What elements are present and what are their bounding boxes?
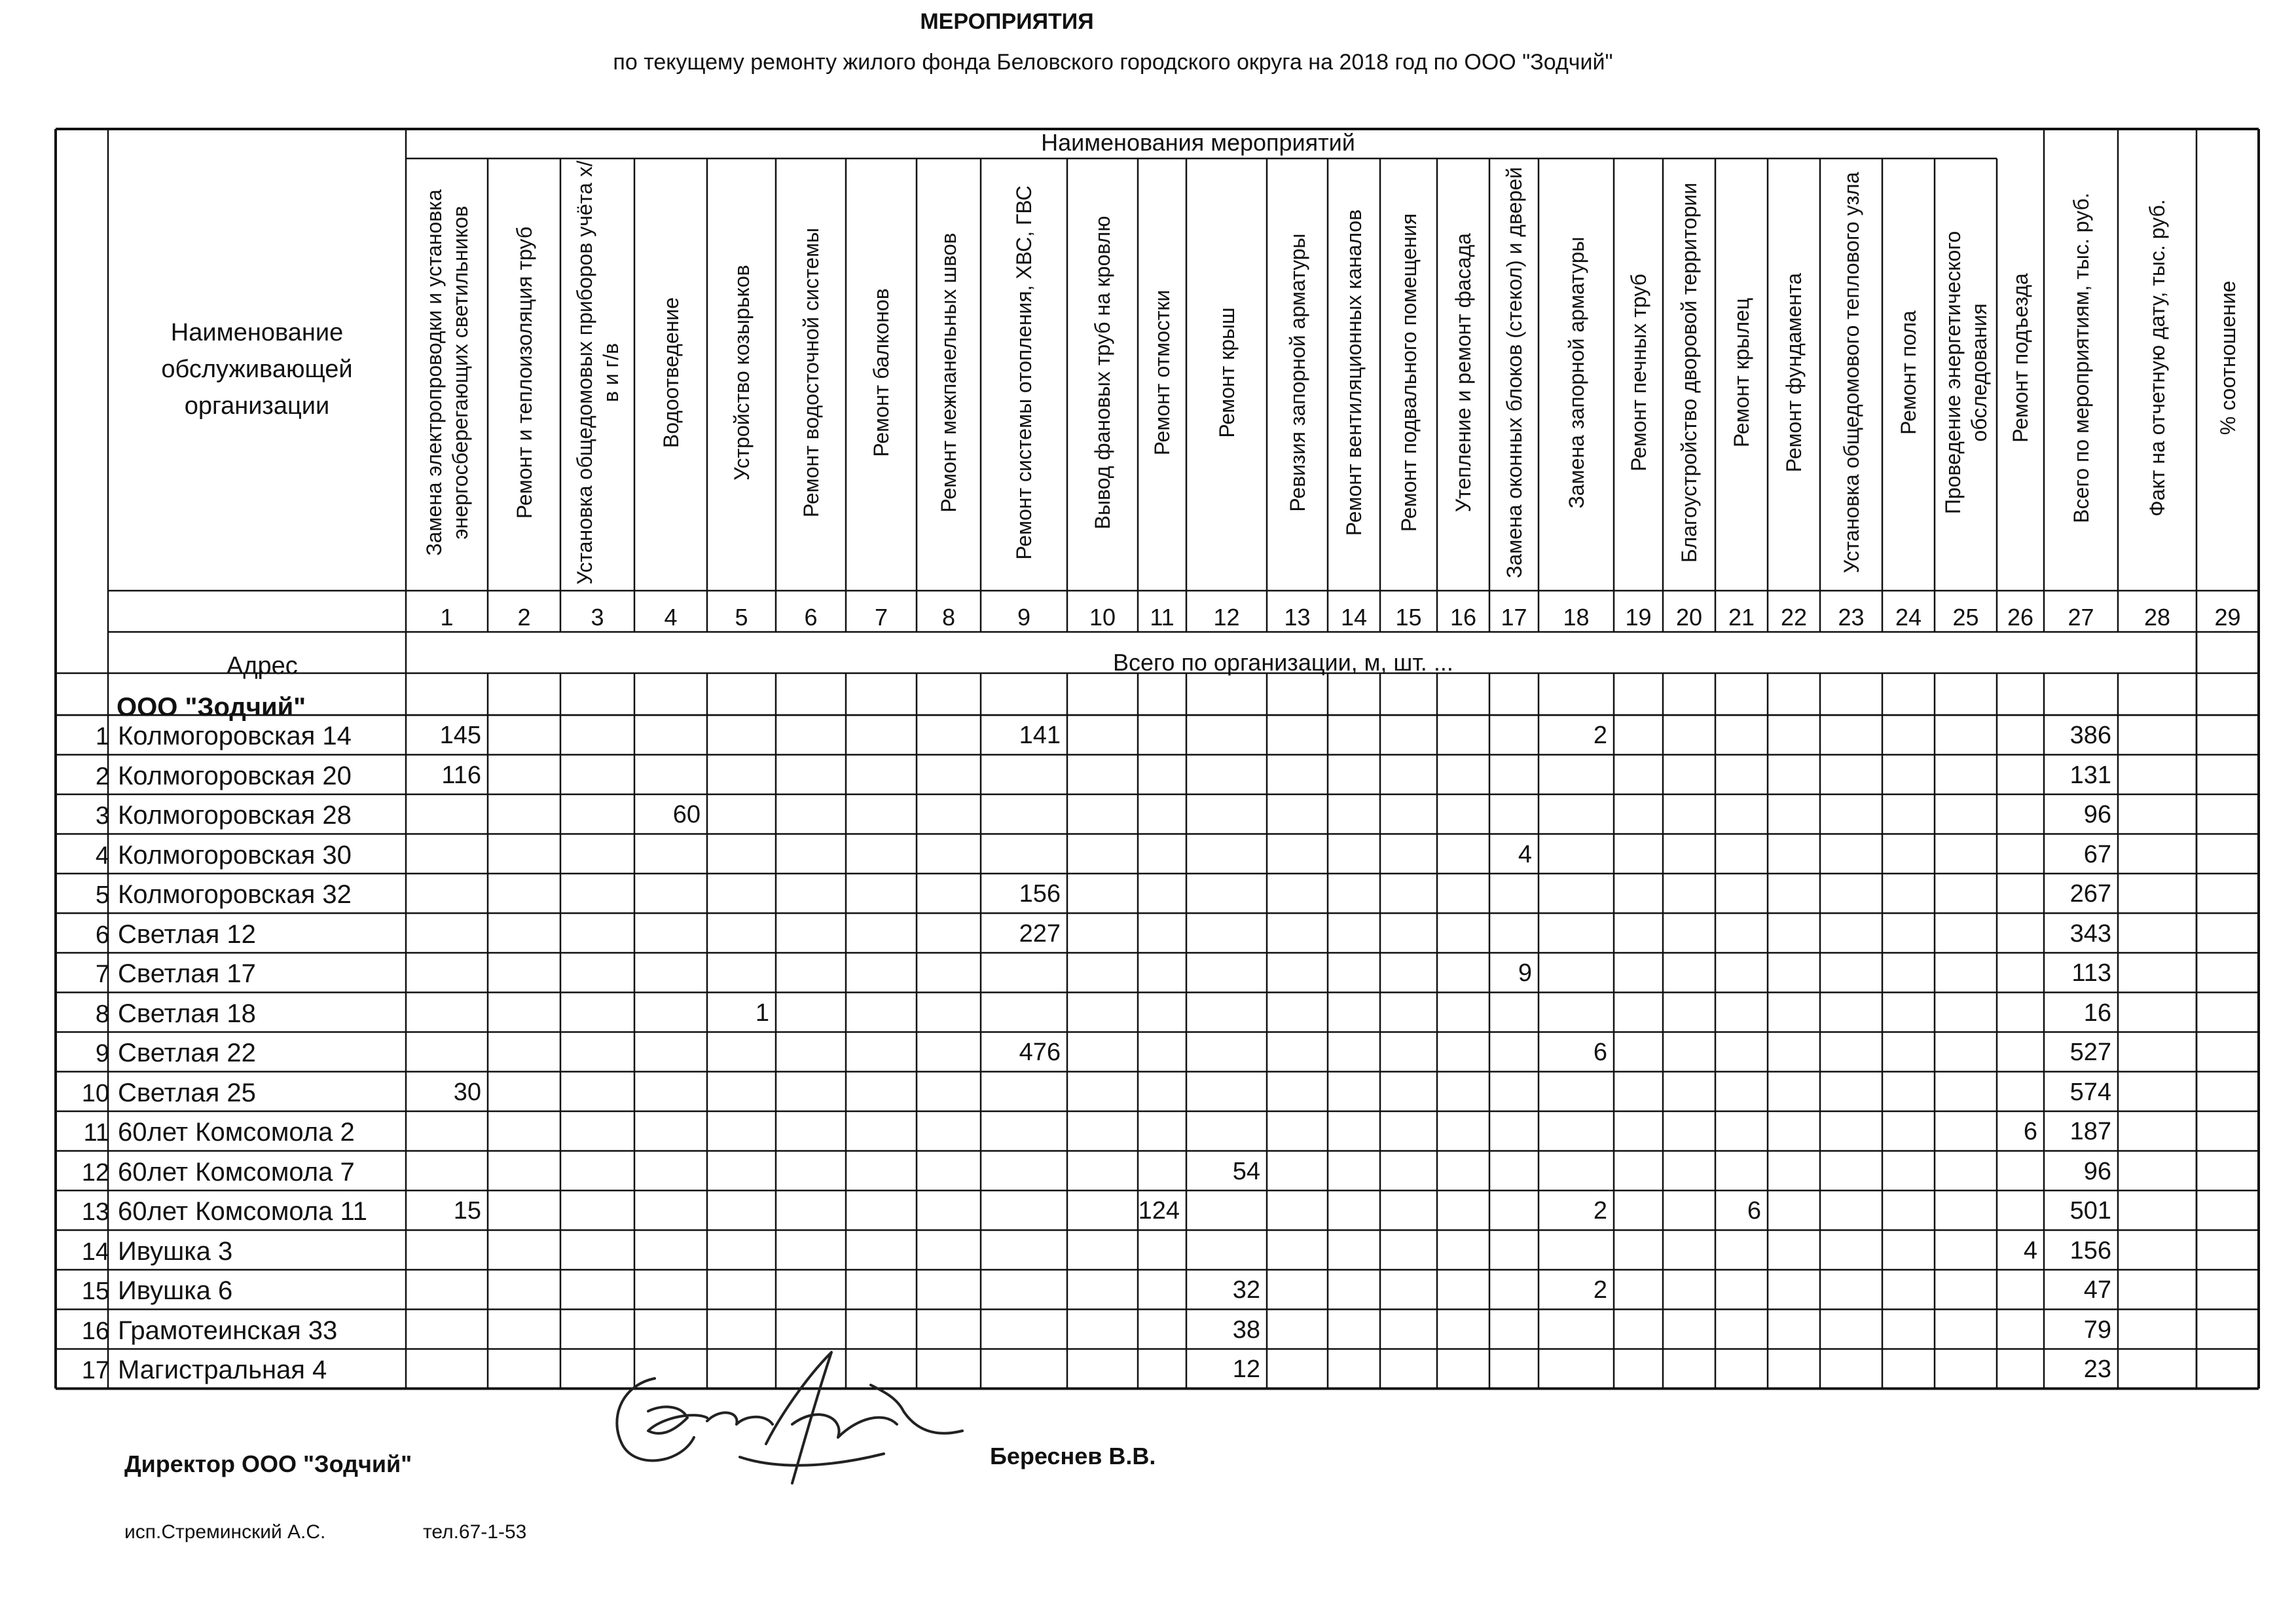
column-header-26 [2001,130,2040,585]
column-header-29 [2200,130,2255,585]
column-number: 7 [874,604,888,631]
table-cell: 124 [1138,1197,1180,1225]
column-header-27 [2048,130,2114,585]
table-cell: 2 [1593,1276,1607,1304]
row-number: 3 [95,802,109,830]
row-address: Грамотеинская 33 [118,1316,338,1345]
column-number: 10 [1089,604,1116,631]
table-cell: 54 [1232,1157,1260,1185]
column-number: 27 [2068,604,2094,631]
row-number: 6 [95,921,109,949]
table-cell: 47 [2083,1276,2111,1304]
executor: исп.Стреминский А.С. [124,1521,326,1543]
column-header-23 [1824,160,1878,585]
column-header-18 [1542,160,1610,585]
row-address: 60лет Комсомола 2 [118,1118,355,1147]
row-number: 5 [95,881,109,909]
column-number: 19 [1625,604,1652,631]
activities-group-header: Наименования мероприятий [1041,129,1355,156]
column-header-label: Ремонт системы отопления, ХВС, ГВС [1012,185,1036,560]
row-number: 4 [95,841,109,870]
table-cell: 15 [453,1197,481,1225]
column-header-label: Ремонт фундамента [1782,272,1806,473]
table-cell: 343 [2069,919,2111,948]
column-header-label: Всего по мероприятиям, тыс. руб. [2069,193,2093,523]
table-cell: 476 [1019,1039,1061,1066]
column-header-14 [1332,160,1376,585]
column-number: 20 [1675,604,1703,631]
column-number: 14 [1340,604,1368,631]
table-cell: 386 [2069,722,2111,749]
row-number: 2 [95,762,109,790]
row-number: 15 [81,1278,109,1305]
column-header-label: Благоустройство дворовой территории [1677,182,1701,563]
column-number: 23 [1838,604,1865,631]
column-number: 25 [1952,604,1979,631]
row-address: Светлая 25 [118,1078,256,1107]
table-cell: 96 [2083,801,2111,828]
column-header-20 [1667,160,1711,585]
column-header-label: Ремонт пола [1897,310,1920,435]
column-header-label: Ремонт и теплоизоляция труб [512,226,536,519]
director-position: Директор ООО "Зодчий" [124,1450,412,1477]
column-number: 1 [440,604,454,631]
column-header-label: Установка общедомовых приборов учёта х/в и г/в [572,160,623,585]
column-number: 18 [1563,604,1590,631]
column-header-label: Установка общедомового теплового узла [1839,172,1863,574]
table-cell: 141 [1019,722,1061,749]
column-number: 11 [1150,604,1175,631]
column-header-label: % соотношение [2215,280,2240,435]
column-header-label: Замена оконных блоков (стекол) и дверей [1502,167,1526,578]
column-header-label: Ремонт подъезда [2009,273,2032,443]
column-header-label: Ремонт водосточной системы [799,227,823,518]
column-header-label: Факт на отчетную дату, тыс. руб. [2145,199,2169,517]
table-cell: 60 [672,801,701,828]
table-cell: 32 [1232,1276,1260,1304]
column-number: 28 [2143,604,2171,631]
row-number: 8 [95,1000,109,1028]
table-cell: 79 [2083,1316,2111,1344]
column-header-4 [638,160,703,585]
column-header-17 [1493,160,1535,585]
table-cell: 113 [2071,959,2111,987]
column-number: 6 [804,604,818,631]
column-header-10 [1071,160,1134,585]
address-label: Адрес [227,652,298,680]
column-number: 3 [591,604,604,631]
column-header-label: Замена запорной арматуры [1564,236,1588,509]
table-cell: 4 [2023,1236,2037,1264]
organization-name: ООО "Зодчий" [117,693,306,722]
column-header-label: Ремонт подвального помещения [1396,213,1421,532]
column-header-15 [1384,160,1433,585]
column-header-21 [1719,160,1764,585]
row-address: Ивушка 6 [118,1276,233,1305]
column-header-7 [850,160,913,585]
column-number: 8 [941,604,956,631]
total-row-label: Всего по организации, м, шт. ... [1113,649,1453,676]
column-header-label: Ремонт печных труб [1626,274,1650,471]
row-address: Колмогоровская 14 [118,722,352,750]
column-number: 12 [1213,604,1240,631]
column-number: 15 [1395,604,1422,631]
table-cell: 145 [439,722,481,749]
column-header-9 [985,160,1063,585]
column-header-13 [1271,160,1324,585]
column-number: 21 [1728,604,1755,631]
table-cell: 501 [2069,1197,2111,1225]
row-number: 16 [81,1317,109,1345]
column-header-1 [410,160,484,585]
column-header-label: Ремонт межпанельных швов [937,232,960,513]
phone: тел.67-1-53 [423,1521,527,1543]
table-cell: 6 [1747,1197,1761,1225]
column-header-label: Ревизия запорной арматуры [1285,233,1309,512]
column-header-3 [564,160,630,585]
table-cell: 2 [1593,1197,1607,1225]
column-header-label: Ремонт крылец [1730,297,1753,448]
table-cell: 267 [2069,880,2111,908]
row-address: Светлая 12 [118,919,256,949]
column-header-label: Вывод фановых труб на кровлю [1091,215,1114,530]
table-cell: 9 [1518,959,1532,987]
row-address: Ивушка 3 [118,1236,233,1266]
column-number: 13 [1284,604,1311,631]
column-header-label: Замена электропроводки и установка энергосберегающих светильников [422,189,472,556]
table-cell: 156 [1019,880,1061,908]
table-cell: 156 [2069,1236,2111,1264]
row-number: 9 [95,1040,109,1067]
director-name: Береснев В.В. [990,1443,1156,1469]
row-address: Колмогоровская 30 [118,840,352,870]
column-number: 17 [1501,604,1527,631]
row-number: 14 [81,1238,109,1266]
table-cell: 96 [2083,1157,2111,1185]
row-number: 17 [81,1357,109,1384]
org-column-header: Наименование обслуживающей организации [161,319,353,420]
table-cell: 131 [2069,761,2111,789]
row-number: 1 [95,723,109,750]
column-header-25 [1939,160,1993,585]
row-number: 10 [81,1079,109,1107]
table-cell: 12 [1232,1356,1260,1383]
column-number: 29 [2214,604,2241,631]
column-header-11 [1142,160,1182,585]
document-subtitle: по текущему ремонту жилого фонда Беловского городского округа на 2018 год по ООО "Зодчий" [613,50,1613,75]
row-address: Колмогоровская 32 [118,880,352,909]
table-cell: 187 [2069,1118,2111,1145]
column-number: 24 [1895,604,1922,631]
column-header-label: Ремонт вентиляционных каналов [1342,209,1366,536]
table-cell: 574 [2069,1078,2111,1106]
row-address: Колмогоровская 28 [118,801,352,830]
table-cell: 527 [2069,1039,2111,1066]
column-number: 5 [735,604,748,631]
column-header-12 [1190,160,1263,585]
column-number: 16 [1449,604,1477,631]
row-address: Колмогоровская 20 [118,761,352,790]
column-header-label: Ремонт балконов [869,288,893,457]
row-address: 60лет Комсомола 7 [118,1157,355,1187]
column-header-label: Водоотведение [659,297,683,449]
column-header-2 [492,160,556,585]
column-header-6 [780,160,842,585]
row-number: 13 [81,1198,109,1226]
column-header-8 [920,160,977,585]
table-cell: 116 [441,761,481,789]
column-number: 2 [517,604,531,631]
column-header-label: Ремонт крыш [1214,307,1239,438]
column-number: 9 [1017,604,1031,631]
row-address: Светлая 22 [118,1039,256,1067]
column-header-label: Утепление и ремонт фасада [1451,232,1475,513]
table-cell: 30 [453,1078,481,1106]
column-number: 26 [2007,604,2034,631]
row-address: Светлая 17 [118,959,256,988]
column-header-label: Ремонт отмостки [1150,289,1174,456]
row-address: Магистральная 4 [118,1356,327,1384]
table-cell: 38 [1232,1316,1260,1344]
table-cell: 6 [2023,1118,2037,1145]
column-header-24 [1886,160,1931,585]
column-header-label: Проведение энергетического обследования [1941,231,1991,515]
table-cell: 2 [1593,722,1607,749]
column-number: 22 [1780,604,1808,631]
table-cell: 16 [2083,999,2111,1027]
row-address: 60лет Комсомола 11 [118,1197,368,1226]
table-cell: 67 [2083,840,2111,868]
document-title: МЕРОПРИЯТИЯ [920,9,1094,34]
row-number: 11 [83,1119,109,1147]
table-cell: 23 [2083,1356,2111,1383]
row-address: Светлая 18 [118,999,256,1028]
column-header-28 [2122,130,2193,585]
column-number: 4 [664,604,678,631]
table-cell: 4 [1518,840,1532,868]
row-number: 7 [95,961,109,988]
handwritten-signature [609,1339,975,1503]
table-cell: 1 [755,999,769,1027]
column-header-label: Устройство козырьков [729,265,754,481]
table-cell: 227 [1019,919,1061,948]
row-number: 12 [81,1158,109,1187]
column-header-5 [711,160,772,585]
column-header-22 [1772,160,1816,585]
table-cell: 6 [1593,1039,1607,1066]
column-header-16 [1441,160,1485,585]
column-header-19 [1618,160,1659,585]
